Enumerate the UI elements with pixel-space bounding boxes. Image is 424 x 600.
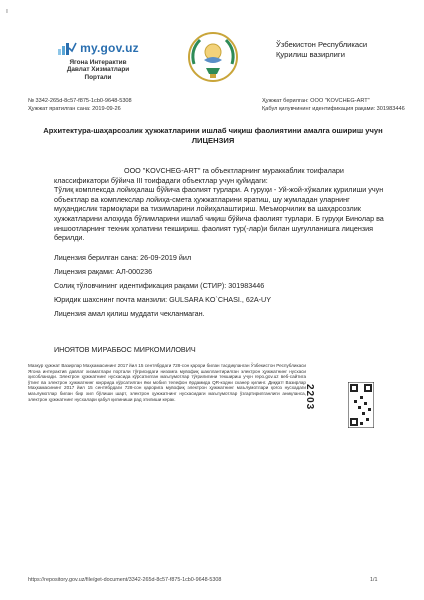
field-validity: Лицензия амал қилиш муддати чекланмаган. bbox=[54, 309, 205, 318]
document-number: № 3342-265d-8c57-f875-1cb0-9648-5308 bbox=[28, 98, 132, 104]
signer-name: ИНОЯТОВ МИРАББОС МИРКОМИЛОВИЧ bbox=[54, 345, 196, 354]
field-license-number: Лицензия рақами: АЛ-000236 bbox=[54, 267, 153, 276]
footer-page-number: 1/1 bbox=[370, 577, 378, 583]
issuer-country: Ўзбекистон Республикаси bbox=[276, 40, 368, 49]
corner-mark: ı bbox=[6, 8, 8, 15]
registration-left bbox=[28, 97, 132, 113]
registration-right bbox=[262, 97, 405, 113]
recipient-tin: Қабул қилувчининг идентификация рақами: 301983446 bbox=[262, 106, 405, 112]
portal-branding bbox=[54, 40, 142, 81]
portal-subtitle bbox=[54, 59, 142, 81]
portal-subtitle-line: Ягона Интерактив bbox=[69, 59, 127, 66]
document-recipient: Ҳужжат берилган: ООО "KOVCHEG-ART" bbox=[262, 98, 370, 104]
issuer-ministry: Қурилиш вазирлиги bbox=[276, 50, 345, 59]
document-date: Ҳужжат яратилган сана: 2019-09-26 bbox=[28, 106, 121, 112]
portal-subtitle-line: Давлат Хизматлари bbox=[66, 66, 130, 74]
field-tin: Солиқ тўловчининг идентификация рақами (СТИР): 301983446 bbox=[54, 281, 265, 290]
qr-code-icon[interactable] bbox=[348, 382, 374, 428]
state-emblem-icon bbox=[186, 30, 240, 84]
document-code: 2203 bbox=[304, 384, 315, 411]
portal-logo-text: my.gov.uz bbox=[80, 41, 139, 55]
field-issue-date: Лицензия берилган сана: 26-09-2019 йил bbox=[54, 253, 192, 262]
license-body bbox=[54, 166, 386, 243]
mygov-logo-icon bbox=[57, 40, 77, 56]
title-license: ЛИЦЕНЗИЯ bbox=[191, 135, 235, 145]
portal-logo bbox=[54, 40, 142, 56]
portal-subtitle-line: Портали bbox=[84, 73, 112, 81]
footer-url[interactable]: https://repository.gov.uz/file/get-document/3342-265d-8c57-f875-1cb0-9648-5308 bbox=[28, 577, 222, 583]
document-title bbox=[28, 126, 398, 145]
body-paragraph: Тўлиқ комплексда лойиҳалаш бўйича фаолият турлари. А гуруҳи - Уй-жой-хўжалик қурилиши учун объектлар ва комплекслар лойиҳа-смета ҳужжатларини яратиш, шу жумладан уларнинг муҳандислик тармоқлари ва тизимларини лойиҳалаштириш. Меъморчилик ва шаҳарсозлик ҳужжатларини алоҳида бўлимларини ишлаб чиқиш бўйича фаолият турлари. Б гуруҳи Бинолар ва иншоотларнинг техник ҳолатини текшириш. фаолият тур(-лар)и билан шуғулланишга лицензия берилди. bbox=[54, 185, 384, 243]
field-address: Юридик шахснинг почта манзили: GULSARA KO`CHASI., 62A-UY bbox=[54, 295, 272, 304]
body-paragraph: ООО "KOVCHEG-ART" га объектларнинг мураккаблик тоифалари классификатори бўйича III тоифадаги объектлар учун қуйидаги: bbox=[54, 166, 344, 185]
issuer-block bbox=[276, 40, 367, 60]
title-line: Архитектура-шаҳарсозлик ҳужжатларини ишлаб чиқиш фаолиятини амалга ошириш учун bbox=[43, 126, 383, 135]
legal-note: Мазкур ҳужжат Вазирлар Маҳкамасининг 2017 йил 15 сентябрдаги 728-сон қарори билан тасдиқланган Ўзбекистон Республикаси Ягона интерактив давлат хизматлари портали тўғрисидаги низомга мувофиқ шакллантирилган электрон ҳужжатнинг нусхаси ҳисобланади. Электрон ҳужжатнинг нусхасида кўрсатилган маълумотлар тўғрилигини текшириш учун repo.gov.uz веб-сайтига ўтинг ва электрон ҳужжатнинг юқорида кўрсатилган ёки мобил телефон ёрдамида QR-кодни сканер қилинг. Диққат! Вазирлар Маҳкамасининг 2017 йил 15 сентябрдаги 728-сон қарорига мувофиқ электрон ҳужжатнинг маълумотлари қоғоз нусхадаги маълумотлар билан бир хил бўлиши шарт, электрон ҳужжатнинг нусхасидаги маълумотлар ўзгартирилганлиги аниқланса, электрон ҳужжатнинг нусхалари қабул қилиниши рад этилиши керак. bbox=[28, 363, 306, 402]
